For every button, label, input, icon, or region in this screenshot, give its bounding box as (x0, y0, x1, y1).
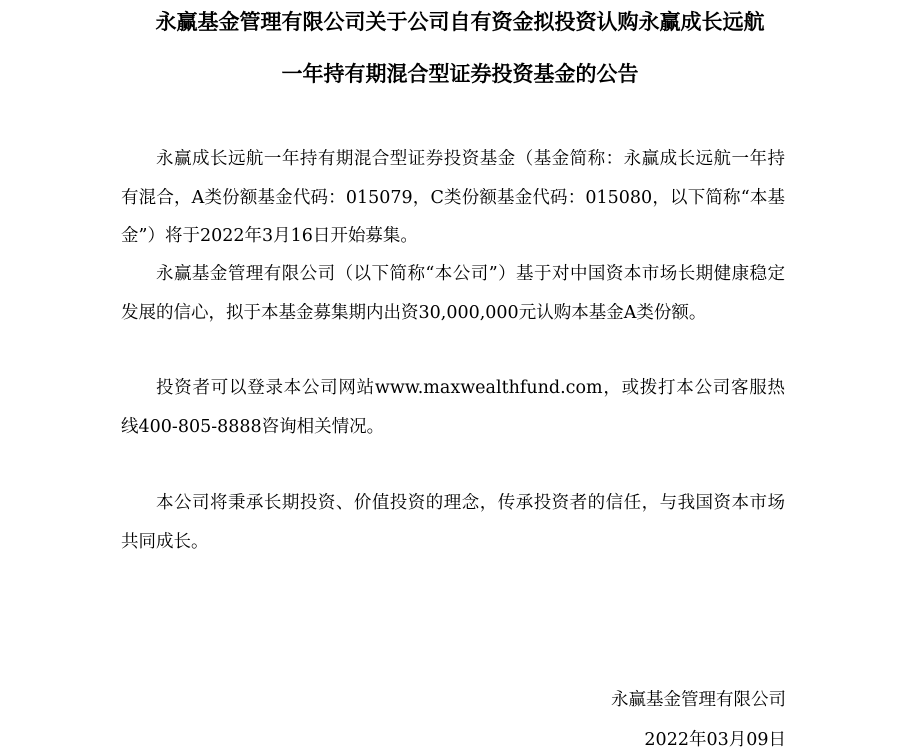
paragraph-fund-intro: 永赢成长远航一年持有期混合型证券投资基金（基金简称：永赢成长远航一年持有混合，A类份额基金代码：015079，C类份额基金代码：015080，以下简称“本基金”）将于2022年3月16日开始募集。 (121, 149, 785, 247)
paragraph-subscription: 永赢基金管理有限公司（以下简称“本公司”）基于对中国资本市场长期健康稳定发展的信心，拟于本基金募集期内出资30,000,000元认购本基金A类份额。 (121, 264, 785, 323)
paragraph-commitment: 本公司将秉承长期投资、价值投资的理念，传承投资者的信任，与我国资本市场共同成长。 (121, 493, 785, 552)
signature-company: 永赢基金管理有限公司 (611, 690, 786, 710)
signature-date: 2022年03月09日 (644, 730, 786, 750)
announcement-title-line-1: 永赢基金管理有限公司关于公司自有资金拟投资认购永赢成长远航 (155, 10, 765, 34)
announcement-title-line-2: 一年持有期混合型证券投资基金的公告 (281, 62, 639, 86)
paragraph-contact: 投资者可以登录本公司网站www.maxwealthfund.com，或拨打本公司客服热线400-805-8888咨询相关情况。 (121, 378, 785, 437)
